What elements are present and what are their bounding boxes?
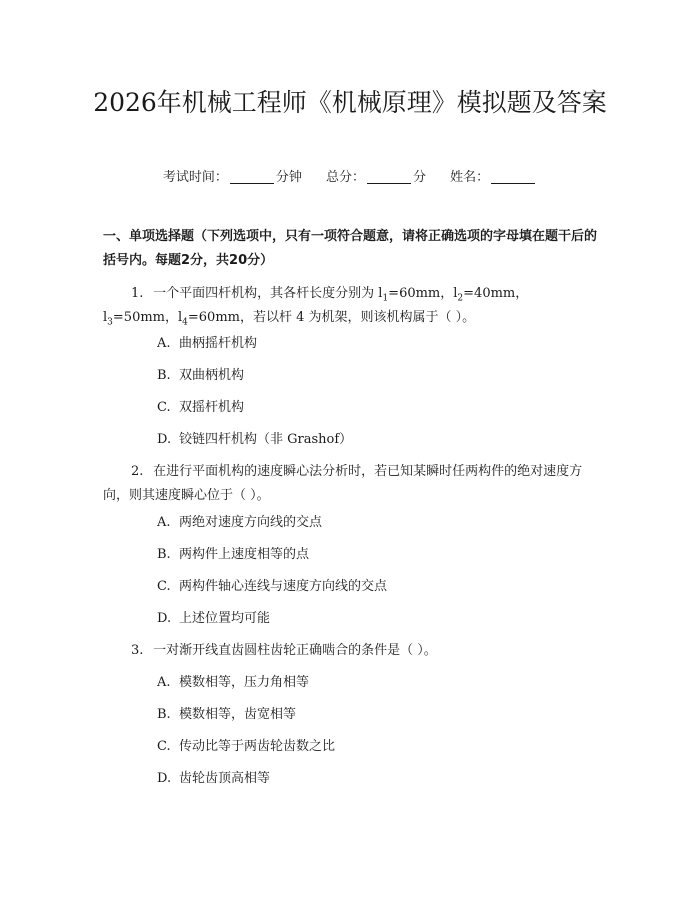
option-3a: A. 模数相等，压力角相等: [157, 675, 310, 690]
exam-time: [163, 168, 302, 188]
time-blank: [230, 169, 274, 184]
exam-score: [326, 168, 426, 188]
option-3d: D. 齿轮齿顶高相等: [157, 771, 271, 786]
option-2a: A. 两绝对速度方向线的交点: [157, 515, 323, 530]
option-1b: B. 双曲柄机构: [157, 368, 245, 383]
score-blank: [367, 169, 411, 184]
option-1d: D. 铰链四杆机构（非 Grashof）: [157, 432, 353, 447]
question-text: 在进行平面机构的速度瞬心法分析时，若已知某瞬时任两构件的绝对速度方向，则其速度瞬心位于（ ）。: [103, 464, 583, 503]
exam-name: [450, 168, 537, 188]
option-2c: C. 两构件轴心连线与速度方向线的交点: [157, 579, 388, 594]
option-3c: C. 传动比等于两齿轮齿数之比: [157, 739, 336, 754]
question-number: 3.: [131, 643, 144, 658]
time-label: 考试时间：: [162, 170, 228, 185]
section-heading: 一、单项选择题（下列选项中，只有一项符合题意，请将正确选项的字母填在题干后的括号内。每题2分，共20分）: [103, 229, 598, 268]
option-2b: B. 两构件上速度相等的点: [157, 547, 310, 562]
page-title: 2026年机械工程师《机械原理》模拟题及答案: [93, 88, 607, 117]
exam-info-line: [0, 168, 700, 188]
score-label: 总分：: [325, 170, 365, 185]
option-3b: B. 模数相等，齿宽相等: [157, 707, 297, 722]
question-number: 2.: [131, 464, 144, 479]
name-label: 姓名：: [450, 170, 490, 185]
question-text: 一个平面四杆机构，其各杆长度分别为 $l_1=60mm$，$l_2=40mm$，$l_3=50mm$，$l_4=60mm$，若以杆 4 为机架，则该机构属于（ ）。: [103, 286, 529, 328]
option-2d: D. 上述位置均可能: [157, 611, 271, 626]
question-text: 一对渐开线直齿圆柱齿轮正确啮合的条件是（ ）。: [153, 643, 437, 658]
option-1c: C. 双摇杆机构: [157, 400, 245, 415]
question-3: [103, 639, 603, 663]
question-1: [103, 282, 603, 330]
question-2: [103, 460, 603, 508]
name-blank: [491, 169, 535, 184]
score-unit: 分: [413, 170, 427, 185]
question-number: 1.: [131, 286, 144, 301]
time-unit: 分钟: [275, 170, 302, 185]
option-1a: A. 曲柄摇杆机构: [157, 336, 258, 351]
